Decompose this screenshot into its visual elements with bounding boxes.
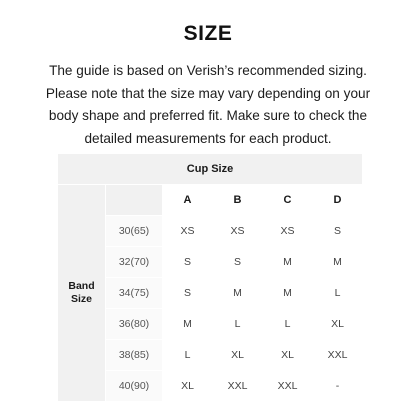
size-cell: S: [313, 216, 363, 247]
band-label: 32(70): [106, 247, 163, 278]
size-cell: XS: [163, 216, 213, 247]
size-cell: S: [213, 247, 263, 278]
cup-label-a: A: [163, 185, 213, 216]
size-cell: S: [163, 278, 213, 309]
band-size-header: [58, 185, 106, 402]
size-cell: XL: [163, 371, 213, 402]
cup-label-b: B: [213, 185, 263, 216]
size-cell: XXL: [263, 371, 313, 402]
cup-size-header: Cup Size: [58, 154, 363, 185]
size-cell: XS: [263, 216, 313, 247]
size-cell: XL: [213, 340, 263, 371]
size-chart-table: [57, 153, 363, 402]
size-cell: M: [263, 247, 313, 278]
band-size-header-line1: Band: [68, 280, 95, 292]
size-cell: L: [313, 278, 363, 309]
size-cell: XL: [313, 309, 363, 340]
band-label: 40(90): [106, 371, 163, 402]
size-cell: M: [313, 247, 363, 278]
size-cell: -: [313, 371, 363, 402]
size-cell: M: [213, 278, 263, 309]
size-cell: L: [213, 309, 263, 340]
size-cell: XXL: [213, 371, 263, 402]
band-label: 36(80): [106, 309, 163, 340]
size-cell: M: [163, 309, 213, 340]
size-cell: XL: [263, 340, 313, 371]
page-title: SIZE: [183, 22, 233, 45]
size-cell: S: [163, 247, 213, 278]
size-cell: L: [163, 340, 213, 371]
size-cell: XXL: [313, 340, 363, 371]
table-corner-cell: [106, 185, 163, 216]
size-guide-description: The guide is based on Verish’s recommended sizing. Please note that the size may vary depending on your body shape and preferred fit. Make sure to check the detailed measurements for each product.: [45, 63, 371, 146]
cup-label-d: D: [313, 185, 363, 216]
band-label: 30(65): [106, 216, 163, 247]
size-cell: M: [263, 278, 313, 309]
size-cell: L: [263, 309, 313, 340]
cup-label-c: C: [263, 185, 313, 216]
size-cell: XS: [213, 216, 263, 247]
band-label: 34(75): [106, 278, 163, 309]
band-size-header-line2: Size: [70, 293, 92, 305]
band-label: 38(85): [106, 340, 163, 371]
